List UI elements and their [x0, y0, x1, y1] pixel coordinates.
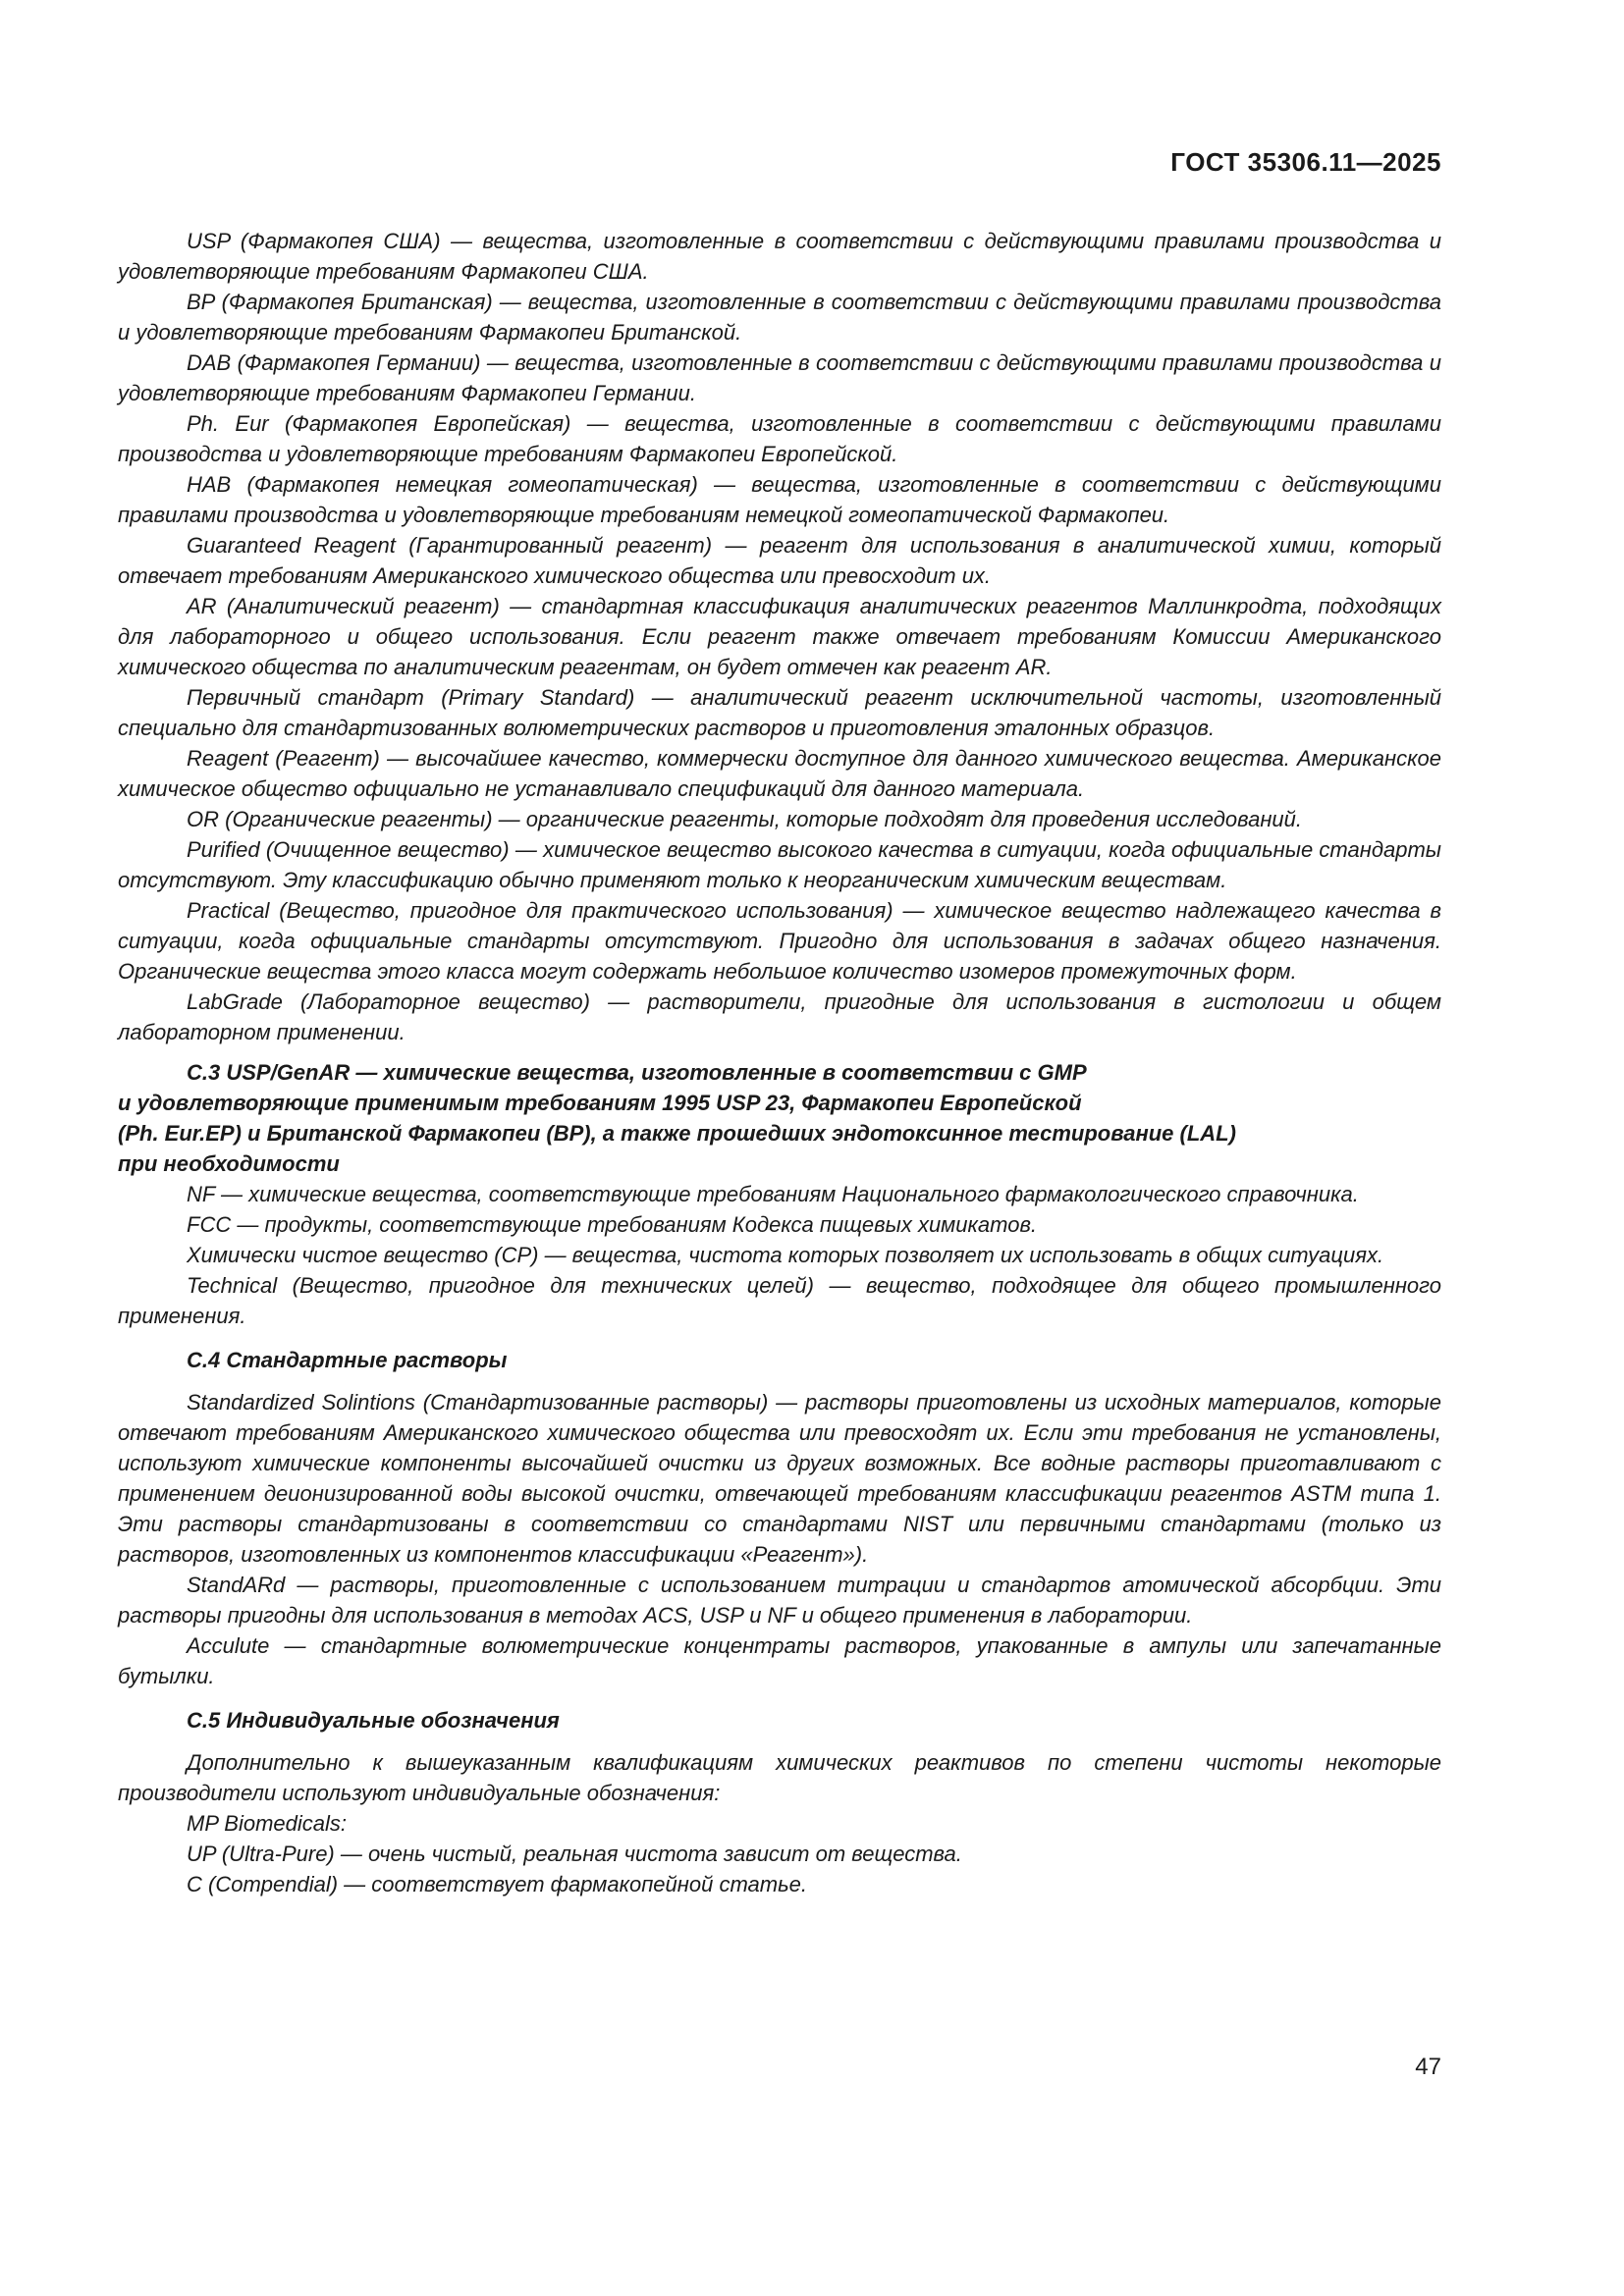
- paragraph-primary-standard: Первичный стандарт (Primary Standard) — аналитический реагент исключительной частоты, изготовленный специально для стандартизованных волюметрических растворов и приготовления эталонных образцов.: [118, 685, 1441, 740]
- paragraph-fcc: FCC — продукты, соответствующие требованиям Кодекса пищевых химикатов.: [187, 1212, 1038, 1237]
- paragraph-up: UP (Ultra-Pure) — очень чистый, реальная чистота зависит от вещества.: [187, 1842, 962, 1866]
- paragraph-usp: USP (Фармакопея США) — вещества, изготовленные в соответствии с действующими правилами производства и удовлетворяющие требованиям Фармакопеи США.: [118, 229, 1441, 284]
- section-heading-c3: [118, 1057, 1441, 1179]
- paragraph-reagent: Reagent (Реагент) — высочайшее качество, коммерчески доступное для данного химического вещества. Американское химическое общество официально не устанавливало спецификаций для данного материала.: [118, 746, 1441, 801]
- paragraph-individual-intro: Дополнительно к вышеуказанным квалификациям химических реактивов по степени чистоты некоторые производители используют индивидуальные обозначения:: [118, 1750, 1441, 1805]
- section-heading-c4: C.4 Стандартные растворы: [187, 1348, 508, 1372]
- heading-line: при необходимости: [118, 1151, 340, 1176]
- heading-line: C.3 USP/GenAR — химические вещества, изготовленные в соответствии с GMP: [187, 1060, 1087, 1085]
- paragraph-labgrade: LabGrade (Лабораторное вещество) — растворители, пригодные для использования в гистологии и общем лабораторном применении.: [118, 989, 1441, 1044]
- page-content: [118, 226, 1441, 1899]
- paragraph-or: OR (Органические реагенты) — органические реагенты, которые подходят для проведения исследований.: [187, 807, 1303, 831]
- paragraph-guaranteed-reagent: Guaranteed Reagent (Гарантированный реагент) — реагент для использования в аналитической химии, который отвечает требованиям Американского химического общества или превосходит их.: [118, 533, 1441, 588]
- paragraph-cp: Химически чистое вещество (CP) — вещества, чистота которых позволяет их использовать в общих ситуациях.: [187, 1243, 1384, 1267]
- section-heading-c5: C.5 Индивидуальные обозначения: [187, 1708, 560, 1733]
- paragraph-dab: DAB (Фармакопея Германии) — вещества, изготовленные в соответствии с действующими правилами производства и удовлетворяющие требованиям Фармакопеи Германии.: [118, 350, 1441, 405]
- paragraph-bp: BP (Фармакопея Британская) — вещества, изготовленные в соответствии с действующими правилами производства и удовлетворяющие требованиям Фармакопеи Британской.: [118, 290, 1441, 345]
- paragraph-standard: StandARd — растворы, приготовленные с использованием титрации и стандартов атомической абсорбции. Эти растворы пригодны для использования в методах ACS, USP и NF и общего применения в лаборатории.: [118, 1573, 1441, 1628]
- paragraph-acculute: Acculute — стандартные волюметрические концентраты растворов, упакованные в ампулы или запечатанные бутылки.: [118, 1633, 1441, 1688]
- document-header: ГОСТ 35306.11—2025: [1170, 147, 1441, 177]
- paragraph-nf: NF — химические вещества, соответствующие требованиям Национального фармакологического справочника.: [187, 1182, 1359, 1206]
- paragraph-practical: Practical (Вещество, пригодное для практического использования) — химическое вещество надлежащего качества в ситуации, когда официальные стандарты отсутствуют. Пригодно для использования в задачах общего назначения. Органические вещества этого класса могут содержать небольшое количество изомеров промежуточных форм.: [118, 898, 1441, 984]
- paragraph-purified: Purified (Очищенное вещество) — химическое вещество высокого качества в ситуации, когда официальные стандарты отсутствуют. Эту классификацию обычно применяют только к неорганическим химическим веществам.: [118, 837, 1441, 892]
- paragraph-ar: AR (Аналитический реагент) — стандартная классификация аналитических реагентов Маллинкродта, подходящих для лабораторного и общего использования. Если реагент также отвечает требованиям Комиссии Американского химического общества по аналитическим реагентам, он будет отмечен как реагент AR.: [118, 594, 1441, 679]
- heading-line: (Ph. Eur.EP) и Британской Фармакопеи (BP), а также прошедших эндотоксинное тестирование (LAL): [118, 1121, 1236, 1146]
- paragraph-technical: Technical (Вещество, пригодное для технических целей) — вещество, подходящее для общего промышленного применения.: [118, 1273, 1441, 1328]
- paragraph-c-compendial: C (Compendial) — соответствует фармакопейной статье.: [187, 1872, 808, 1896]
- page-number: 47: [1415, 2054, 1441, 2080]
- paragraph-mp-biomedicals: MP Biomedicals:: [187, 1811, 348, 1836]
- paragraph-hab: HAB (Фармакопея немецкая гомеопатическая) — вещества, изготовленные в соответствии с действующими правилами производства и удовлетворяющие требованиям немецкой гомеопатической Фармакопеи.: [118, 472, 1441, 527]
- heading-line: и удовлетворяющие применимым требованиям 1995 USP 23, Фармакопеи Европейской: [118, 1091, 1082, 1115]
- paragraph-standardized-solutions: Standardized Solintions (Стандартизованные растворы) — растворы приготовлены из исходных материалов, которые отвечают требованиям Американского химического общества или превосходят их. Если эти требования не установлены, используют химические компоненты высочайшей очистки из других возможных. Все водные растворы приготавливают с применением деионизированной воды высокой очистки, отвечающей требованиям классификации реагентов ASTM типа 1. Эти растворы стандартизованы в соответствии со стандартами NIST или первичными стандартами (только из растворов, изготовленных из компонентов классификации «Реагент»).: [118, 1390, 1441, 1567]
- paragraph-ph-eur: Ph. Eur (Фармакопея Европейская) — вещества, изготовленные в соответствии с действующими правилами производства и удовлетворяющие требованиям Фармакопеи Европейской.: [118, 411, 1441, 466]
